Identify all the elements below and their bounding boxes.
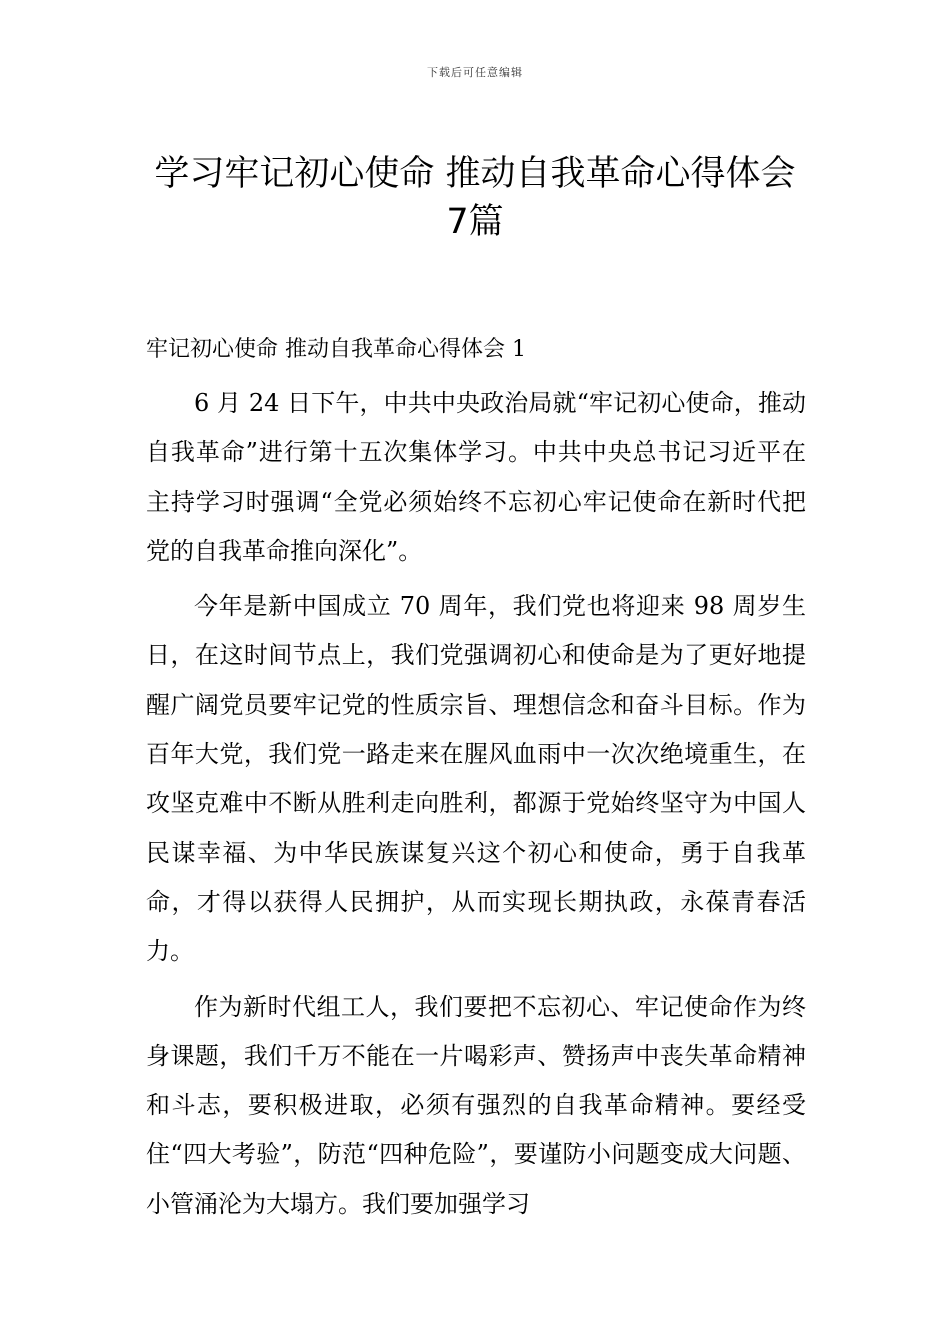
article-body bbox=[146, 330, 806, 1235]
paragraph-3: 作为新时代组工人，我们要把不忘初心、牢记使命作为终身课题，我们千万不能在一片喝彩声、赞扬声中丧失革命精神和斗志，要积极进取，必须有强烈的自我革命精神。要经受住“四大考验”，防范“四种危险”，要谨防小问题变成大问题、小管涌沦为大塌方。我们要加强学习 bbox=[146, 992, 806, 1218]
section-heading: 牢记初心使命 推动自我革命心得体会 1 bbox=[146, 337, 526, 362]
title-line-1: 学习牢记初心使命 推动自我革命心得体会 bbox=[154, 154, 796, 194]
header-note: 下载后可任意编辑 bbox=[427, 66, 523, 79]
document-title bbox=[100, 150, 850, 246]
paragraph-1: 6 月 24 日下午，中共中央政治局就“牢记初心使命，推动自我革命”进行第十五次集体学习。中共中央总书记习近平在主持学习时强调“全党必须始终不忘初心牢记使命在新时代把党的自我革命推向深化”。 bbox=[146, 389, 806, 565]
title-line-2: 7篇 bbox=[446, 202, 504, 242]
paragraph-2: 今年是新中国成立 70 周年，我们党也将迎来 98 周岁生日，在这时间节点上，我们党强调初心和使命是为了更好地提醒广阔党员要牢记党的性质宗旨、理想信念和奋斗目标。作为百年大党，我们党一路走来在腥风血雨中一次次绝境重生，在攻坚克难中不断从胜利走向胜利，都源于党始终坚守为中国人民谋幸福、为中华民族谋复兴这个初心和使命，勇于自我革命，才得以获得人民拥护，从而实现长期执政，永葆青春活力。 bbox=[146, 592, 806, 966]
